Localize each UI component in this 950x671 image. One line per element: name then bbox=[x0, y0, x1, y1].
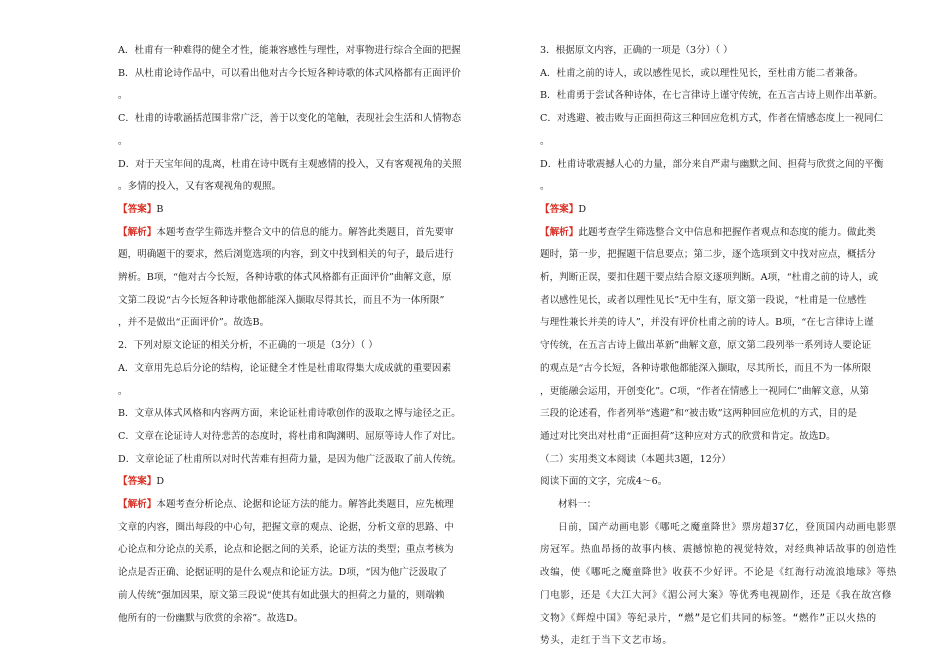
answer-tag: 【答案】 bbox=[540, 203, 579, 215]
material-line: 日前，国产动画电影《哪吒之魔童降世》票房超37亿，登顶国内动画电影票 bbox=[558, 521, 897, 533]
answer-value: B bbox=[156, 203, 164, 215]
material-line: 势头，走红于当下文艺市场。 bbox=[540, 635, 673, 647]
material-title: 材料一： bbox=[558, 499, 597, 511]
analysis-text: 此题考查学生筛选整合文中信息和把握作者观点和态度的能力。做此类 bbox=[578, 226, 876, 238]
analysis-q3-line: ，更能融会运用，开创变化”。C项，“作者在情感上一视同仁”曲解文意，从第 bbox=[540, 385, 870, 397]
answer-q1 bbox=[118, 199, 480, 222]
question-2-stem: 2．下列对原文论证的相关分析，不正确的一项是（3分）（ ） bbox=[118, 340, 378, 352]
analysis-q3-line: 析，判断正误，要扣住题干要点结合原文逐项判断。A项，“杜甫之前的诗人，或 bbox=[540, 272, 879, 284]
option-d-q2: D．文章论证了杜甫所以对时代苦难有担荷力量，是因为他广泛汲取了前人传统。 bbox=[118, 453, 462, 465]
answer-q3 bbox=[540, 199, 902, 222]
analysis-q3-line: 的观点是“古今长短，各种诗歌他都能深入撷取，尽其所长，而且不为一体所限 bbox=[540, 362, 872, 374]
option-c-q2: C．文章在论证诗人对待悲苦的态度时，将杜甫和陶渊明、屈原等诗人作了对比。 bbox=[118, 430, 462, 442]
answer-tag: 【答案】 bbox=[118, 203, 157, 215]
option-d-q1: D．对于天宝年间的乱离，杜甫在诗中既有主观感情的投入，又有客观视角的关照 bbox=[118, 158, 462, 170]
answer-q2 bbox=[118, 471, 480, 494]
option-a-q2-cont: 。 bbox=[118, 385, 128, 397]
analysis-q1-line: 文第二段说“古今长短各种诗歌他都能深入撷取尽得其长，而且不为一体所限” bbox=[118, 294, 445, 306]
material-line: 文物》《辉煌中国》等纪录片，“燃”是它们共同的标签。“燃作”正以火热的 bbox=[540, 612, 877, 624]
analysis-q2-line: 文章的内容，圈出每段的中心句，把握文章的观点、论据，分析文章的思路、中 bbox=[118, 521, 454, 533]
option-d-q3-cont: 。 bbox=[540, 181, 550, 193]
analysis-q1 bbox=[118, 222, 480, 245]
option-c-q3: C．对逃避、被击败与正面担荷这三种回应危机方式，作者在情感态度上一视同仁 bbox=[540, 113, 884, 125]
material-line: 房冠军。热血昂扬的故事内核、震撼惊艳的视觉特效，对经典神话故事的创造性 bbox=[540, 544, 897, 556]
analysis-text: 本题考查分析论点、论据和论证方法的能力。解答此类题目，应先梳理 bbox=[156, 499, 454, 511]
analysis-tag: 【解析】 bbox=[540, 226, 579, 238]
analysis-tag: 【解析】 bbox=[118, 499, 157, 511]
analysis-text: 本题考查学生筛选并整合文中的信息的能力。解答此类题目，首先要审 bbox=[156, 226, 454, 238]
question-3-stem: 3．根据原文内容，正确的一项是（3分）（ ） bbox=[540, 45, 733, 56]
option-b-q3: B．杜甫勇于尝试各种诗体，在七言律诗上谨守传统，在五言古诗上则作出革新。 bbox=[540, 90, 883, 102]
option-c-q1: C．杜甫的诗歌涵括范围非常广泛，善于以变化的笔触，表现社会生活和人情物态 bbox=[118, 113, 462, 125]
option-c-q1-cont: 。 bbox=[118, 135, 128, 147]
analysis-q2-line: 心论点和分论点的关系，论点和论据之间的关系，论证方法的类型；重点考核为 bbox=[118, 544, 454, 556]
analysis-tag: 【解析】 bbox=[118, 226, 157, 238]
option-a-q2: A．文章用先总后分论的结构，论证健全才性是杜甫取得集大成成就的重要因素 bbox=[118, 362, 452, 374]
analysis-q2-line: 他所有的一份幽默与欣赏的余裕”。故选D。 bbox=[118, 612, 304, 624]
option-b-q2: B．文章从体式风格和内容两方面，来论证杜甫诗歌创作的汲取之博与途径之正。 bbox=[118, 408, 461, 420]
material-line: 门电影，还是《大江大河》《湄公河大案》等优秀电视剧作，还是《我在故宫修 bbox=[540, 589, 892, 601]
option-c-q3-cont: 。 bbox=[540, 135, 550, 147]
section-heading: （二）实用类文本阅读（本题共3题，12分） bbox=[540, 453, 731, 465]
analysis-q3-line: 三段的论述看，作者列举“逃避”和“被击败”这两种回应危机的方式，目的是 bbox=[540, 408, 858, 420]
analysis-q3-line: 者以感性见长，或者以理性见长”无中生有，原文第一段说，“杜甫是一位感性 bbox=[540, 294, 867, 306]
left-column bbox=[118, 40, 480, 630]
analysis-q3-line: 通过对比突出对杜甫“正面担荷”这种应对方式的欣赏和肯定。故选D。 bbox=[540, 430, 836, 442]
analysis-q2 bbox=[118, 494, 480, 517]
analysis-q3-line: 题时，第一步，把握题干信息要点；第二步，逐个选项到文中找对应点，概括分 bbox=[540, 249, 876, 261]
option-b-q1: B．从杜甫论诗作品中，可以看出他对古今长短各种诗歌的体式风格都有正面评价 bbox=[118, 67, 461, 79]
material-line: 改编，使《哪吒之魔童降世》收获不少好评。不论是《红海行动流浪地球》等热 bbox=[540, 567, 897, 579]
analysis-q2-line: 论点是否正确、论据证明的是什么观点和论证方法。D项，“因为他广泛汲取了 bbox=[118, 567, 448, 579]
analysis-q1-line: 题，明确题干的要求，然后浏览选项的内容，到文中找到相关的句子，最后进行 bbox=[118, 249, 454, 261]
analysis-q2-line: 前人传统”强加因果，原文第三段说“使其有如此强大的担荷之力量的，则端赖 bbox=[118, 589, 445, 601]
answer-value: D bbox=[156, 476, 165, 488]
analysis-q1-line: 辨析。B项，“他对古今长短，各种诗歌的体式风格都有正面评价”曲解文意，原 bbox=[118, 272, 452, 284]
section-instruction: 阅读下面的文字，完成4～6。 bbox=[540, 476, 668, 488]
answer-tag: 【答案】 bbox=[118, 476, 157, 488]
option-a-q1: A．杜甫有一种难得的健全才性，能兼容感性与理性，对事物进行综合全面的把握 bbox=[118, 45, 461, 56]
right-column bbox=[540, 40, 902, 653]
option-d-q1-cont: 。多情的投入，又有客观视角的观照。 bbox=[118, 181, 282, 193]
option-d-q3: D．杜甫诗歌震撼人心的力量，部分来自严肃与幽默之间、担荷与欣赏之间的平衡 bbox=[540, 158, 884, 170]
analysis-q3-line: 与理性兼长并美的诗人”，并没有评价杜甫之前的诗人。B项，“在七言律诗上谨 bbox=[540, 317, 874, 329]
analysis-q3-line: 守传统，在五言古诗上做出革新”曲解文意，原文第二段列举一系列诗人要论证 bbox=[540, 340, 872, 352]
option-b-q1-cont: 。 bbox=[118, 90, 128, 102]
answer-value: D bbox=[578, 203, 587, 215]
analysis-q1-line: ，并不是做出“正面评价”。故选B。 bbox=[118, 317, 270, 329]
option-a-q3: A．杜甫之前的诗人，或以感性见长，或以理性见长，至杜甫方能二者兼备。 bbox=[540, 67, 864, 79]
analysis-q3 bbox=[540, 222, 902, 245]
